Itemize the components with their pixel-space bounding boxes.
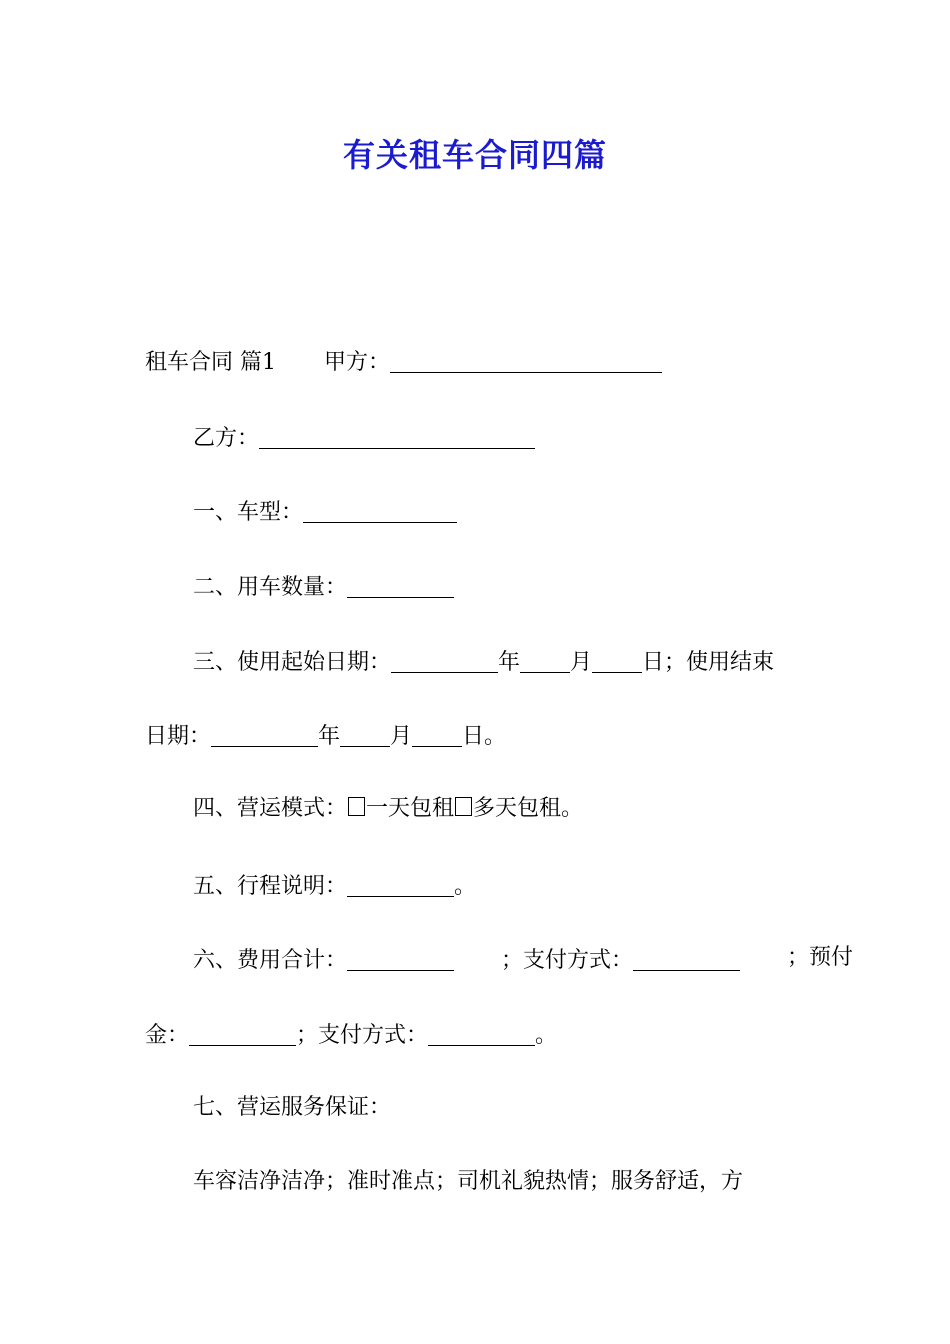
end-month-blank[interactable] bbox=[340, 722, 390, 747]
period-mark: 。 bbox=[535, 1023, 558, 1048]
deposit-line bbox=[145, 1017, 810, 1052]
operation-mode-line bbox=[145, 793, 858, 825]
multi-day-option: 多天包租。 bbox=[473, 796, 584, 821]
start-day-blank[interactable] bbox=[592, 648, 642, 673]
end-date-line bbox=[145, 718, 810, 753]
end-year-blank[interactable] bbox=[211, 722, 318, 747]
vehicle-count-blank[interactable] bbox=[347, 573, 454, 598]
deposit-label: 金： bbox=[145, 1023, 190, 1048]
vehicle-count-line bbox=[145, 569, 858, 604]
end-day-blank[interactable] bbox=[412, 722, 462, 747]
party-a-label: 甲方： bbox=[324, 350, 391, 375]
single-day-checkbox[interactable] bbox=[348, 797, 365, 816]
month-label: 月 bbox=[570, 650, 593, 675]
start-month-blank[interactable] bbox=[520, 648, 570, 673]
total-fee-label: 六、费用合计： bbox=[193, 948, 348, 973]
contract-number-label: 租车合同 篇1 bbox=[145, 350, 276, 375]
multi-day-checkbox[interactable] bbox=[455, 797, 472, 816]
day-end-label: 日；使用结束 bbox=[642, 650, 775, 675]
start-date-line bbox=[145, 644, 858, 679]
payment-method-label: ；支付方式： bbox=[500, 948, 633, 973]
vehicle-type-line bbox=[145, 494, 858, 529]
total-fee-line bbox=[145, 942, 858, 977]
party-b-label: 乙方： bbox=[193, 426, 260, 451]
service-guarantee-heading: 七、营运服务保证： bbox=[193, 1095, 392, 1120]
party-b-blank[interactable] bbox=[259, 424, 535, 449]
payment-method-blank[interactable] bbox=[633, 946, 740, 971]
period-mark: 。 bbox=[454, 874, 477, 899]
deposit-blank[interactable] bbox=[189, 1021, 296, 1046]
service-guarantee-text: 车容洁净洁净；准时准点；司机礼貌热情；服务舒适，方 bbox=[193, 1169, 744, 1194]
vehicle-count-label: 二、用车数量： bbox=[193, 575, 348, 600]
start-year-blank[interactable] bbox=[391, 648, 498, 673]
vehicle-type-blank[interactable] bbox=[303, 498, 457, 523]
itinerary-line bbox=[145, 868, 858, 903]
itinerary-label: 五、行程说明： bbox=[193, 874, 348, 899]
operation-mode-label: 四、营运模式： bbox=[193, 796, 348, 821]
prepayment-label: ；预付 bbox=[786, 945, 853, 970]
total-fee-blank[interactable] bbox=[347, 946, 454, 971]
vehicle-type-label: 一、车型： bbox=[193, 500, 304, 525]
deposit-payment-blank[interactable] bbox=[428, 1021, 535, 1046]
month-label: 月 bbox=[390, 724, 413, 749]
year-label: 年 bbox=[498, 650, 521, 675]
year-label: 年 bbox=[318, 724, 341, 749]
start-date-label: 三、使用起始日期： bbox=[193, 650, 392, 675]
single-day-option: 一天包租 bbox=[366, 796, 455, 821]
itinerary-blank[interactable] bbox=[347, 872, 454, 897]
end-date-label: 日期： bbox=[145, 724, 212, 749]
document-title: 有关租车合同四篇 bbox=[342, 136, 607, 174]
party-a-blank[interactable] bbox=[390, 348, 662, 373]
party-b-line bbox=[145, 420, 858, 455]
deposit-payment-label: ；支付方式： bbox=[296, 1023, 429, 1048]
day-label: 日。 bbox=[462, 724, 507, 749]
contract-heading-line bbox=[145, 344, 810, 379]
